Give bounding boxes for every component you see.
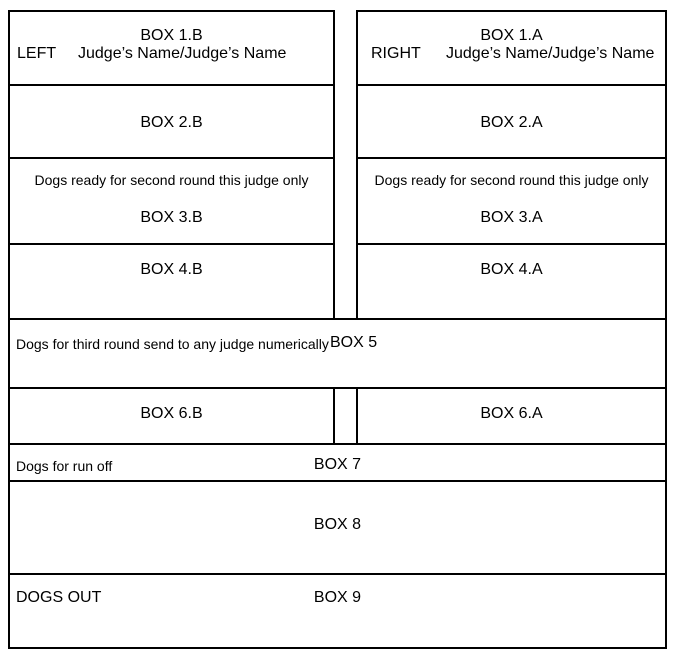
box-1a-title: BOX 1.A — [480, 27, 543, 44]
box-8-title: BOX 8 — [313, 516, 362, 533]
box-1a-side-label: RIGHT — [371, 45, 421, 62]
box-7-title: BOX 7 — [313, 456, 362, 473]
box-3a — [356, 157, 667, 245]
box-3b-note: Dogs ready for second round this judge only — [34, 172, 309, 188]
box-4a — [356, 243, 667, 320]
box-7-note: Dogs for run off — [16, 458, 113, 474]
box-7 — [8, 443, 667, 482]
box-9 — [8, 573, 667, 649]
box-5-note: Dogs for third round send to any judge numerically — [16, 336, 329, 352]
box-4b — [8, 243, 335, 320]
box-1b-side-label: LEFT — [17, 45, 57, 62]
box-5 — [8, 318, 667, 389]
box-3a-title: BOX 3.A — [480, 209, 543, 226]
box-1a — [356, 10, 667, 86]
box-8 — [8, 480, 667, 575]
box-9-note: DOGS OUT — [16, 589, 102, 606]
box-1b-judges-names: Judge’s Name/Judge’s Name — [78, 45, 287, 62]
box-2a — [356, 84, 667, 159]
box-5-title: BOX 5 — [330, 334, 378, 351]
box-1a-judges-names: Judge’s Name/Judge’s Name — [446, 45, 655, 62]
box-4a-title: BOX 4.A — [480, 261, 543, 278]
box-4b-title: BOX 4.B — [140, 261, 203, 278]
box-6b — [8, 387, 335, 445]
box-2b-title: BOX 2.B — [140, 114, 203, 131]
box-9-title: BOX 9 — [313, 589, 362, 606]
box-2a-title: BOX 2.A — [480, 114, 543, 131]
box-6a-title: BOX 6.A — [480, 405, 543, 422]
box-2b — [8, 84, 335, 159]
box-1b-title: BOX 1.B — [140, 27, 203, 44]
box-3b-title: BOX 3.B — [140, 209, 203, 226]
box-3a-note: Dogs ready for second round this judge only — [374, 172, 649, 188]
box-6a — [356, 387, 667, 445]
box-3b — [8, 157, 335, 245]
box-1b — [8, 10, 335, 86]
box-6b-title: BOX 6.B — [140, 405, 203, 422]
